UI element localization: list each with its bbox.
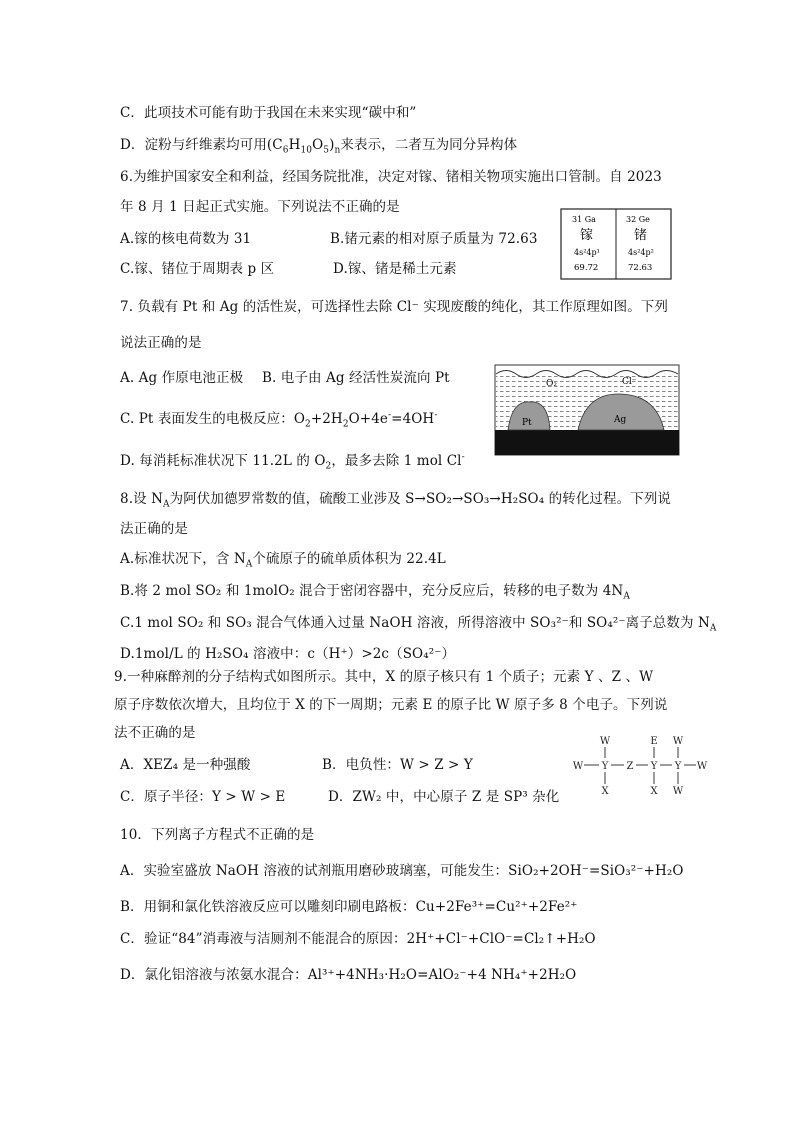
q6-stem-line2: 年 8 月 1 日起正式实施。下列说法不正确的是 bbox=[120, 199, 400, 215]
ga-header: 31 Ga bbox=[572, 215, 596, 224]
ag-electrode-label: Ag bbox=[614, 415, 627, 425]
q8-stem-line1: 8.设 $N_A$为阿伏加德罗常数的值，硫酸工业涉及 S→SO₂→SO₃→H₂SO₄ 的转化过程。下列说 bbox=[120, 491, 672, 510]
q7-stem-line2: 说法正确的是 bbox=[120, 335, 202, 351]
atom-x-bottom: X bbox=[650, 786, 658, 797]
q9-option-a: A．XEZ₄ 是一种强酸 bbox=[120, 757, 251, 773]
ge-config: 4s²4p² bbox=[628, 248, 654, 257]
q10-stem: 10．下列离子方程式不正确的是 bbox=[120, 827, 315, 843]
q10-option-a: A．实验室盛放 NaOH 溶液的试剂瓶用磨砂玻璃塞，可能发生：SiO₂+2OH⁻=SiO₃²⁻+H₂O bbox=[120, 863, 684, 879]
pt-electrode-label: Pt bbox=[522, 418, 532, 428]
molecular-structure-figure bbox=[566, 730, 712, 802]
o2-label: O₂ bbox=[546, 379, 557, 389]
atom-w-bottom-right: W bbox=[672, 786, 684, 797]
q5-option-c: C．此项技术可能有助于我国在未来实现“碳中和” bbox=[120, 105, 417, 121]
atom-y-middle: Y bbox=[650, 761, 658, 772]
atom-z-center: Z bbox=[626, 761, 634, 772]
ga-name: 镓 bbox=[580, 228, 594, 243]
q9-option-c: C．原子半径：Y > W > E bbox=[120, 789, 286, 805]
q8-option-a: A.标准状况下，含 $N_A$个硫原子的硫单质体积为 22.4L bbox=[120, 551, 446, 570]
q6-option-d: D.镓、锗是稀土元素 bbox=[333, 261, 457, 277]
q8-option-d: D.1mol/L 的 H₂SO₄ 溶液中：c（H⁺）>2c（SO₄²⁻） bbox=[120, 646, 456, 662]
atom-w-left: W bbox=[572, 761, 584, 772]
q7-option-c: C. Pt 表面发生的电极反应：$O_2+2H_2O+4e^-=4OH^-$ bbox=[120, 410, 438, 430]
q10-option-b: B．用铜和氯化铁溶液反应可以雕刻印刷电路板：Cu+2Fe³⁺=Cu²⁺+2Fe²⁺ bbox=[120, 899, 578, 915]
q6-option-c: C.镓、锗位于周期表 p 区 bbox=[120, 261, 275, 277]
q7-option-d: D. 每消耗标准状况下 11.2L 的 $O_2$，最多去除 1 mol Cl- bbox=[120, 452, 465, 472]
ga-mass: 69.72 bbox=[574, 263, 599, 273]
q6-option-b: B.锗元素的相对原子质量为 72.63 bbox=[330, 231, 538, 247]
cl-ion-label: Cl⁻ bbox=[622, 377, 637, 387]
q7-option-b: B. 电子由 Ag 经活性炭流向 Pt bbox=[262, 370, 450, 386]
q9-stem-line2: 原子序数依次增大，且均位于 X 的下一周期；元素 E 的原子比 W 原子多 8 个电子。下列说 bbox=[114, 697, 668, 713]
atom-y-right: Y bbox=[674, 761, 682, 772]
q6-option-a: A.镓的核电荷数为 31 bbox=[120, 231, 252, 247]
atom-e-top: E bbox=[650, 736, 658, 747]
q9-option-d: D．ZW₂ 中，中心原子 Z 是 SP³ 杂化 bbox=[328, 789, 560, 805]
ge-header: 32 Ge bbox=[626, 215, 650, 224]
q5-option-d: D．淀粉与纤维素均可用$(C_6H_{10}O_5)_n$来表示，二者互为同分异构体 bbox=[120, 137, 518, 156]
atom-x-left: X bbox=[601, 786, 609, 797]
electrode-diagram bbox=[494, 364, 680, 456]
q10-option-d: D．氯化铝溶液与浓氨水混合：Al³⁺+4NH₃·H₂O=AlO₂⁻+4 NH₄⁺+2H₂O bbox=[120, 967, 577, 983]
element-table-figure bbox=[560, 208, 672, 280]
q8-stem-line2: 法正确的是 bbox=[120, 521, 188, 537]
atom-w-right: W bbox=[696, 761, 708, 772]
q9-option-b: B．电负性：W > Z > Y bbox=[322, 757, 473, 773]
ge-mass: 72.63 bbox=[628, 263, 653, 273]
q8-option-b: B.将 2 mol SO₂ 和 1molO₂ 混合于密闭容器中，充分反应后，转移的电子数为 $4N_A$ bbox=[120, 583, 630, 602]
atom-w-top-left: W bbox=[599, 736, 611, 747]
q6-stem-line1: 6.为维护国家安全和利益，经国务院批准，决定对镓、锗相关物项实施出口管制。自 2023 bbox=[120, 169, 662, 185]
atom-y-left: Y bbox=[601, 761, 609, 772]
q7-option-a: A. Ag 作原电池正极 bbox=[120, 370, 244, 386]
ga-config: 4s²4p¹ bbox=[574, 248, 600, 257]
q9-stem-line3: 法不正确的是 bbox=[114, 725, 196, 741]
q8-option-c: C.1 mol SO₂ 和 SO₃ 混合气体通入过量 NaOH 溶液，所得溶液中 SO₃²⁻和 SO₄²⁻离子总数为 $N_A$ bbox=[120, 615, 717, 634]
q10-option-c: C．验证“84”消毒液与洁厕剂不能混合的原因：2H⁺+Cl⁻+ClO⁻=Cl₂↑+H₂O bbox=[120, 931, 596, 947]
q9-stem-line1: 9.一种麻醉剂的分子结构式如图所示。其中，X 的原子核只有 1 个质子；元素 Y 、Z 、W bbox=[114, 669, 654, 685]
q7-stem-line1: 7. 负载有 Pt 和 Ag 的活性炭，可选择性去除 Cl⁻ 实现废酸的纯化，其工作原理如图。下列 bbox=[120, 299, 668, 315]
ge-name: 锗 bbox=[634, 228, 648, 243]
atom-w-top-right: W bbox=[672, 736, 684, 747]
